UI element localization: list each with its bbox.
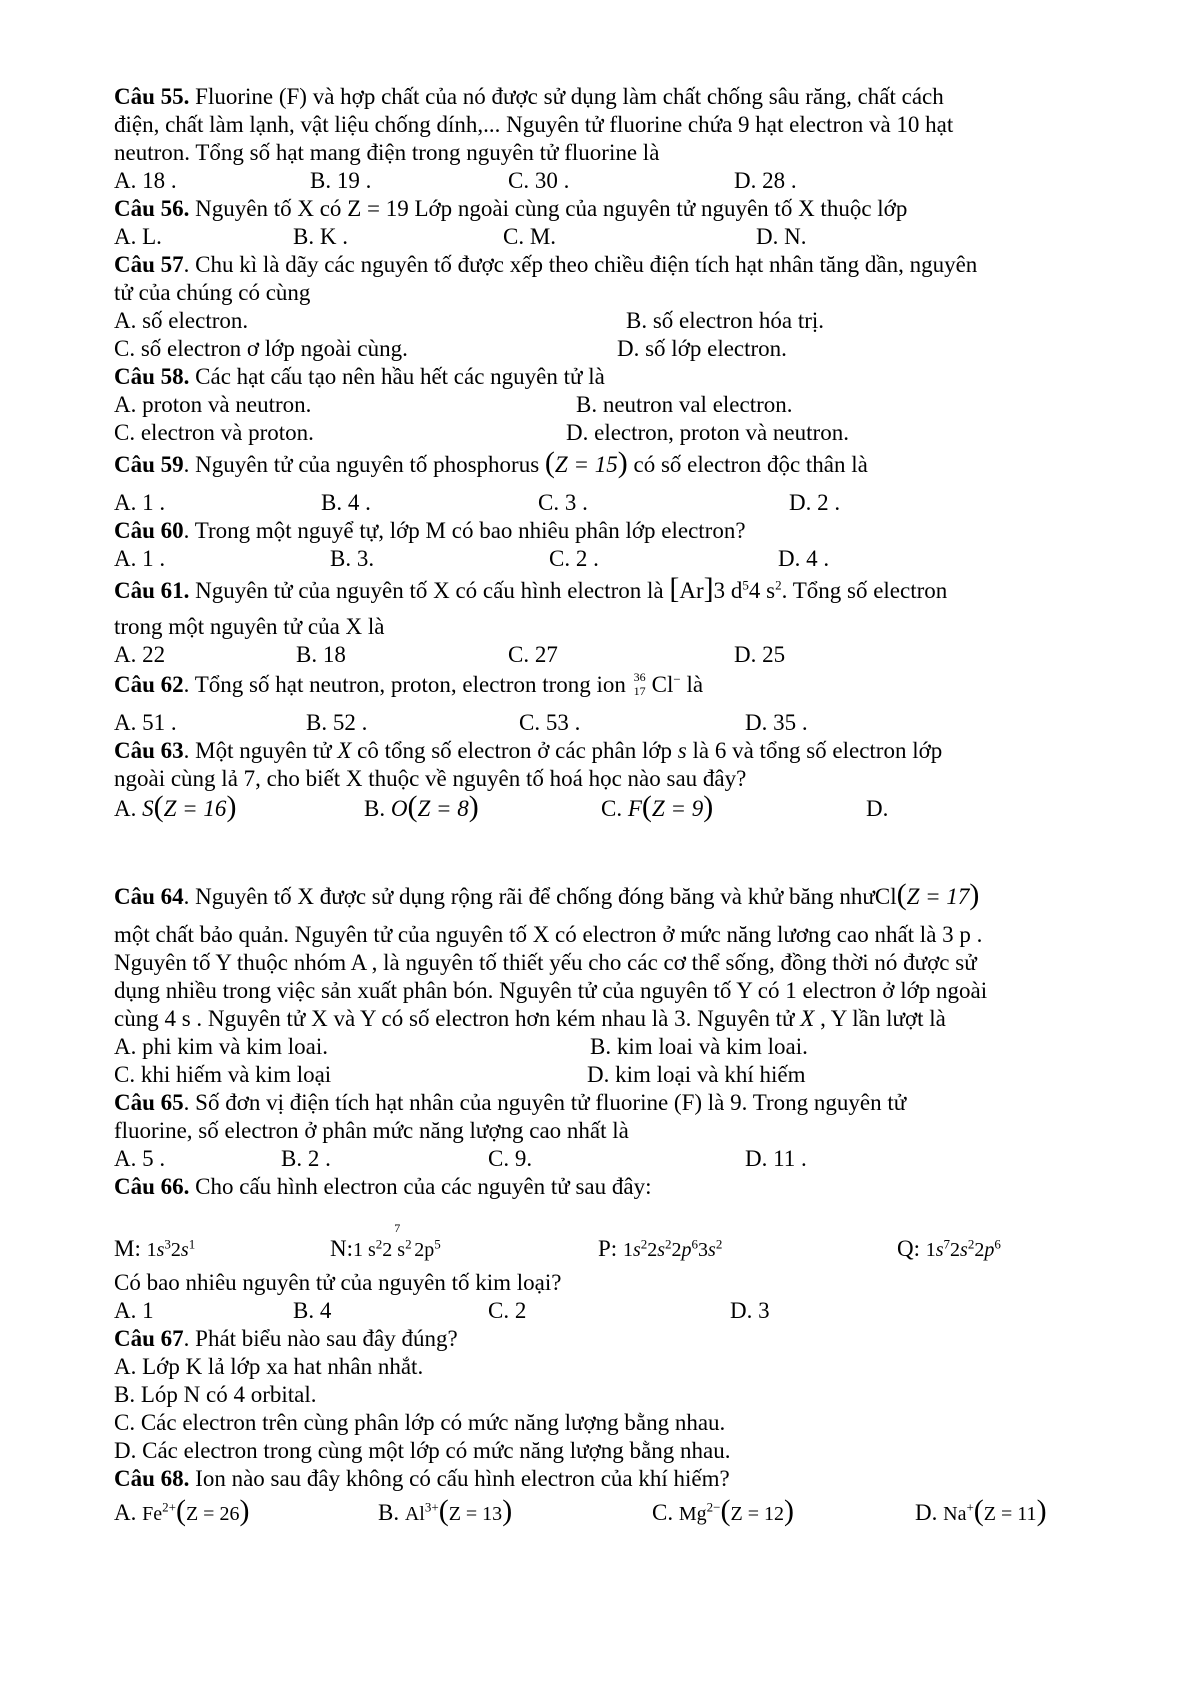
q56-number: Câu 56. [114, 196, 190, 221]
q56-line-1: Câu 56. Nguyên tố X có Z = 19 Lớp ngoài cùng của nguyên tử nguyên tố X thuộc lớp [114, 196, 908, 221]
q65-number: Câu 65 [114, 1090, 184, 1115]
q55-line-2: điện, chất làm lạnh, vật liệu chống dính,... Nguyên tử fluorine chứa 9 hạt electron và 10 hạt [114, 112, 954, 137]
q63-number: Câu 63 [114, 738, 184, 763]
q67-option-c: C. Các electron trên cùng phân lớp có mức năng lượng bằng nhau. [114, 1410, 726, 1435]
q60-option-d: D. 4 . [778, 546, 830, 571]
q65-line-1: Câu 65. Số đơn vị điện tích hạt nhân của nguyên tử fluorine (F) là 9. Trong nguyên tử [114, 1090, 907, 1115]
q55-option-a: A. 18 . [114, 168, 177, 193]
q55-line-1: Câu 55. Fluorine (F) và hợp chất của nó được sử dụng làm chất chống sâu răng, chất cách [114, 84, 944, 109]
q66-option-c: C. 2 [488, 1298, 527, 1323]
q60-option-a: A. 1 . [114, 546, 166, 571]
q65-line-2: fluorine, số electron ở phân mức năng lượng cao nhất là [114, 1118, 629, 1143]
q62-option-c: C. 53 . [519, 710, 581, 735]
q59-option-b: B. 4 . [321, 490, 371, 515]
q68-option-d: D. Na+(Z = 11) [915, 1494, 1047, 1527]
q60-number: Câu 60 [114, 518, 184, 543]
q63-option-d: D. [866, 796, 889, 821]
q64-option-a: A. phi kim và kim loai. [114, 1034, 329, 1059]
q62-option-b: B. 52 . [306, 710, 368, 735]
q61-number: Câu 61. [114, 578, 190, 603]
q67-line-1: Câu 67. Phát biểu nào sau đây đúng? [114, 1326, 458, 1351]
q57-option-c: C. số electron ơ lớp ngoài cùng. [114, 336, 408, 361]
q56-equation: Z = 19 [347, 196, 409, 221]
q61-option-a: A. 22 [114, 642, 166, 667]
q64-option-d: D. kim loại và khí hiếm [587, 1062, 806, 1087]
q58-number: Câu 58. [114, 364, 190, 389]
q62-number: Câu 62 [114, 672, 184, 697]
q63-option-a: A. S(Z = 16) [114, 790, 237, 823]
q68-option-a: A. $Fe^{2+}(Z = 26)$ [114, 1494, 250, 1527]
q66-number: Câu 66. [114, 1174, 190, 1199]
q66-config-q: Q: $1s^72s^22p^6$ [897, 1236, 1001, 1261]
q64-line-2: một chất bảo quản. Nguyên tử của nguyên tố X có electron ở mức năng lương cao nhất là 3 p . [114, 922, 983, 947]
q66-option-b: B. 4 [293, 1298, 332, 1323]
q61-line-1: Câu 61. Nguyên tử của nguyên tố X có cấu hình electron là [Ar]3 $d^54$ $s^2$. Tổng số electron [114, 572, 948, 605]
q66-option-d: D. 3 [730, 1298, 770, 1323]
q62-nuclide: 36 17 [633, 670, 646, 698]
q64-number: Câu 64 [114, 884, 184, 909]
q68-number: Câu 68. [114, 1466, 190, 1491]
q59-equation: Z = 15 [554, 452, 618, 477]
q62-option-d: D. 35 . [745, 710, 808, 735]
q64-option-c: C. khi hiếm và kim loại [114, 1062, 332, 1087]
q67-number: Câu 67 [114, 1326, 184, 1351]
q56-option-c: C. M. [503, 224, 557, 249]
q66-line-1: Câu 66. Cho cấu hình electron của các nguyên tử sau đây: [114, 1174, 652, 1199]
q60-option-c: C. 2 . [549, 546, 599, 571]
q62-line-1: Câu 62. Tổng số hạt neutron, proton, electron trong ion 36 17 Cl− là [114, 670, 704, 698]
q64-line-3: Nguyên tố Y thuộc nhóm A , là nguyên tố thiết yếu cho các cơ thể sống, đồng thời nó được sử [114, 950, 977, 975]
q55-line-3: neutron. Tổng số hạt mang điện trong nguyên tử fluorine là [114, 140, 660, 165]
q58-option-a: A. proton và neutron. [114, 392, 312, 417]
q61-option-c: C. 27 [508, 642, 558, 667]
q68-option-b: B. $Al^{3+}(Z = 13)$ [378, 1494, 513, 1527]
q63-option-b: B. O(Z = 8) [364, 790, 479, 823]
q65-option-d: D. 11 . [745, 1146, 807, 1171]
q68-line-1: Câu 68. Ion nào sau đây không có cấu hình electron của khí hiếm? [114, 1466, 730, 1491]
q64-line-5: cùng 4 s . Nguyên tử X và Y có số electron hơn kém nhau là 3. Nguyên tử X , Y lần lượt là [114, 1006, 946, 1031]
q58-option-b: B. neutron val electron. [576, 392, 793, 417]
q55-option-b: B. 19 . [310, 168, 372, 193]
q57-option-b: B. số electron hóa trị. [626, 308, 825, 333]
q65-option-b: B. 2 . [281, 1146, 331, 1171]
q67-option-d: D. Các electron trong cùng một lớp có mức năng lượng bằng nhau. [114, 1438, 731, 1463]
q56-option-d: D. N. [756, 224, 807, 249]
q58-line-1: Câu 58. Các hạt cấu tạo nên hầu hết các nguyên tử là [114, 364, 605, 389]
q64-line-1-text: Câu 64. Nguyên tố X được sử dụng rộng rãi để chống đóng băng và khử băng nhưCl(Z = 17) [114, 878, 980, 911]
q65-option-c: C. 9. [488, 1146, 533, 1171]
q55-option-d: D. 28 . [734, 168, 797, 193]
q59-option-c: C. 3 . [538, 490, 588, 515]
q58-option-c: C. electron và proton. [114, 420, 314, 445]
q63-line-2: ngoài cùng lả 7, cho biết X thuộc về nguyên tố hoá học nào sau đây? [114, 766, 747, 791]
q59-number: Câu 59 [114, 452, 184, 477]
q61-noble-core: Ar [679, 578, 704, 603]
q61-option-d: D. 25 [734, 642, 786, 667]
q57-number: Câu 57 [114, 252, 184, 277]
q66-option-a: A. 1 [114, 1298, 154, 1323]
q68-option-c: C. $Mg^{2-}(Z = 12)$ [652, 1494, 794, 1527]
q65-option-a: A. 5 . [114, 1146, 166, 1171]
q59-option-a: A. 1 . [114, 490, 166, 515]
q58-option-d: D. electron, proton và neutron. [566, 420, 849, 445]
q64-line-4: dụng nhiều trong việc sản xuất phân bón. Nguyên tử của nguyên tố Y có 1 electron ở lớp ngoài [114, 978, 988, 1003]
q64-option-b: B. kim loai và kim loai. [590, 1034, 808, 1059]
q59-option-d: D. 2 . [789, 490, 841, 515]
q55-number: Câu 55. [114, 84, 190, 109]
q56-option-b: B. K . [293, 224, 348, 249]
q61-option-b: B. 18 [296, 642, 346, 667]
q66-line-3: Có bao nhiêu nguyên tử của nguyên tố kim loại? [114, 1270, 562, 1295]
q59-line-1: Câu 59. Nguyên tử của nguyên tố phosphorus (Z = 15) có số electron độc thân là [114, 446, 868, 479]
q66-config-p: P: $1s^22s^22p^63s^2$ [598, 1236, 723, 1261]
q66-config-m: M: $1s^32s^1$ [114, 1236, 196, 1261]
q60-option-b: B. 3. [330, 546, 375, 571]
q57-option-d: D. số lớp electron. [617, 336, 787, 361]
q56-option-a: A. L. [114, 224, 162, 249]
q63-option-c: C. F(Z = 9) [601, 790, 714, 823]
q57-line-2: tử của chúng có cùng [114, 280, 311, 305]
q57-option-a: A. số electron. [114, 308, 249, 333]
q67-option-b: B. Lóp N có 4 orbital. [114, 1382, 317, 1407]
q60-line-1: Câu 60. Trong một nguyể tự, lớp M có bao nhiêu phân lớp electron? [114, 518, 746, 543]
q66-config-n: N:1 $s^22$ 7 $s^2$ $2p^5$ [330, 1221, 441, 1261]
q57-line-1: Câu 57. Chu kì là dãy các nguyên tố được xếp theo chiều điện tích hạt nhân tăng dần, nguyên [114, 252, 978, 277]
q55-option-c: C. 30 . [508, 168, 570, 193]
q63-line-1: Câu 63. Một nguyên tử X cô tổng số electron ở các phân lớp s là 6 và tổng số electron lớp [114, 738, 943, 763]
q61-line-2: trong một nguyên tử của X là [114, 614, 385, 639]
q67-option-a: A. Lớp K lả lớp xa hat nhân nhắt. [114, 1354, 424, 1379]
q62-option-a: A. 51 . [114, 710, 177, 735]
